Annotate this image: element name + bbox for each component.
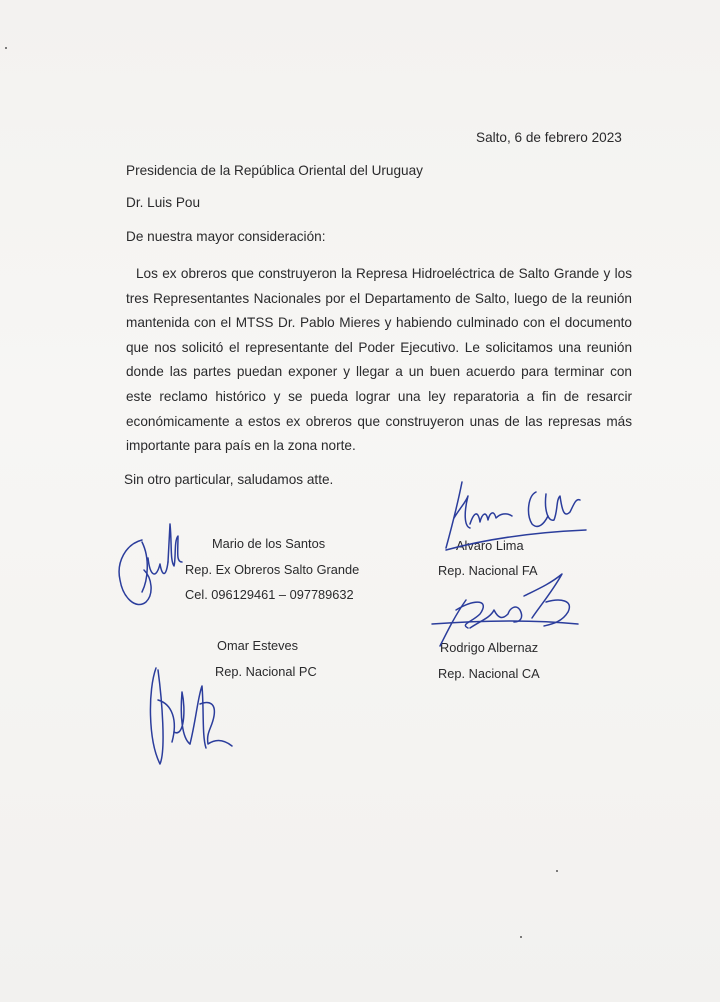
signatory-omar-name: Omar Esteves [217, 638, 299, 653]
letter-closing: Sin otro particular, saludamos atte. [124, 472, 334, 487]
signatory-rodrigo-role: Rep. Nacional CA [438, 666, 540, 681]
letter-salutation: De nuestra mayor consideración: [126, 229, 326, 244]
signatory-alvaro-name: Alvaro Lima [456, 538, 524, 553]
signatory-omar-role: Rep. Nacional PC [215, 664, 317, 679]
letter-date: Salto, 6 de febrero 2023 [476, 130, 622, 145]
signature-omar [144, 660, 244, 770]
letter-body: Los ex obreros que construyeron la Represa Hidroeléctrica de Salto Grande y los tres Representantes Nacionales por el Departamento de Salto, luego de la reunión mantenida con el MTSS Dr. Pablo Mieres y habiendo culminado con el documento que nos solicitó el representante del Poder Ejecutivo. Le solicitamos una reunión donde las partes puedan exponer y llegar a un buen acuerdo para terminar con este reclamo histórico y se pueda lograr una ley reparatoria a fin de resarcir económicamente a estos ex obreros que construyeron unas de las represas más importante para país en la zona norte. [126, 266, 632, 454]
letter-addressee: Dr. Luis Pou [126, 195, 201, 210]
signatory-mario-phone: Cel. 096129461 – 097789632 [185, 587, 354, 602]
signature-alvaro [440, 478, 590, 554]
paper-speck [5, 47, 7, 49]
letter-recipient: Presidencia de la República Oriental del Uruguay [126, 163, 423, 178]
paper-speck [520, 936, 522, 938]
signatory-alvaro-role: Rep. Nacional FA [438, 563, 538, 578]
signature-rodrigo [428, 570, 584, 654]
signatory-rodrigo-name: Rodrigo Albernaz [440, 640, 539, 655]
signatory-mario-role: Rep. Ex Obreros Salto Grande [185, 562, 360, 577]
signature-mario [112, 518, 192, 614]
signatory-mario-name: Mario de los Santos [212, 536, 326, 551]
paper-speck [556, 870, 558, 872]
